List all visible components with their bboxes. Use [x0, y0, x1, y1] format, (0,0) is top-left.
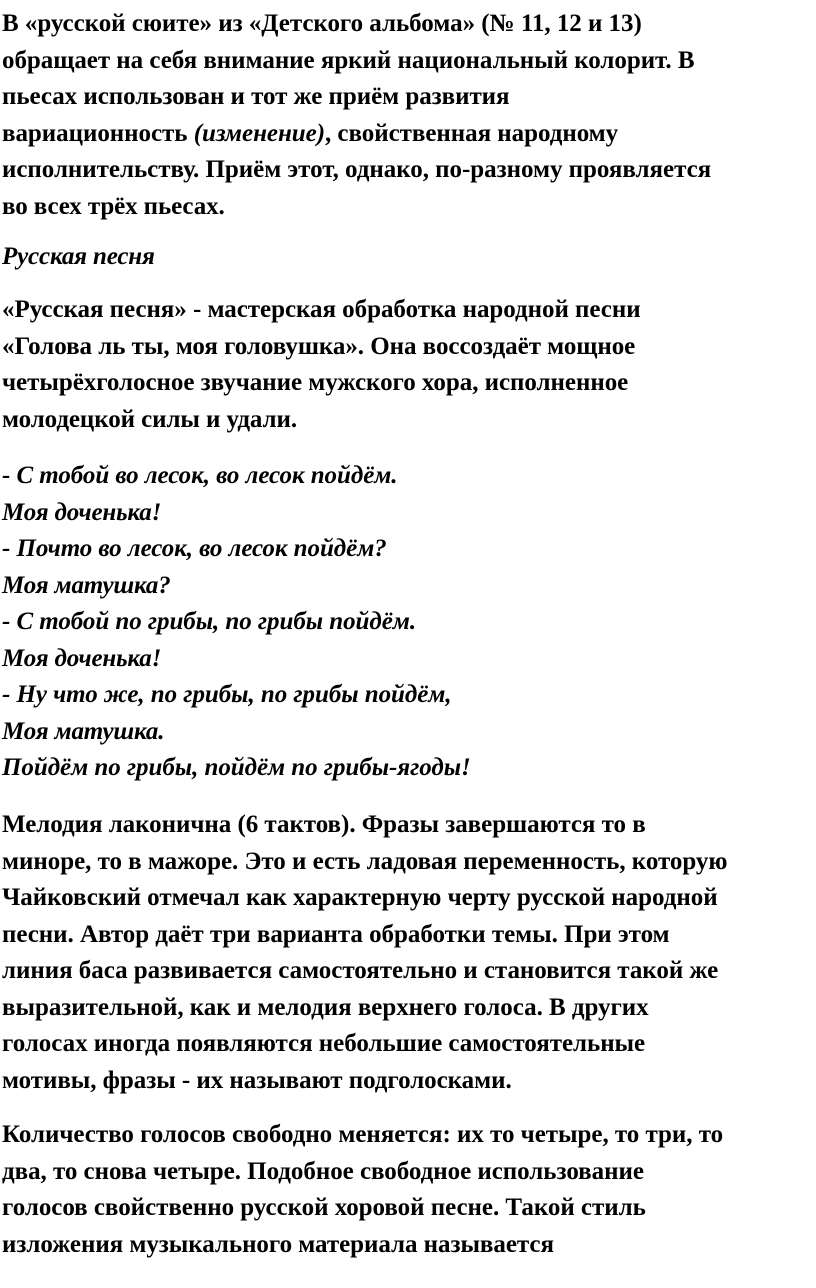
term-continuation: , свойственная народному	[325, 119, 619, 147]
text-line: выразительной, как и мелодия верхнего голоса. В других	[2, 993, 649, 1021]
text-line: миноре, то в мажоре. Это и есть ладовая переменность, которую	[2, 847, 728, 875]
text-line: Количество голосов свободно меняется: их то четыре, то три, то	[2, 1121, 724, 1148]
verse-line: Моя матушка?	[2, 571, 171, 599]
text-line: молодецкой силы и удали.	[2, 405, 297, 433]
verse-line: - С тобой по грибы, по грибы пойдём.	[2, 608, 417, 635]
text-line: Чайковский отмечал как характерную черту русской народной	[2, 884, 718, 911]
text-line: В «русской сюите» из «Детского альбома» (№ 11, 12 и 13)	[2, 10, 642, 37]
intro-paragraph	[2, 6, 814, 225]
text-line: «Голова ль ты, моя головушка». Она воссоздаёт мощное	[2, 332, 636, 360]
text-line	[2, 116, 814, 153]
verse-line: Моя доченька!	[2, 644, 162, 672]
text-line: «Русская песня» - мастерская обработка народной песни	[2, 296, 641, 323]
song-description-paragraph	[2, 292, 814, 438]
verse-line: - С тобой во лесок, во лесок пойдём.	[2, 462, 398, 489]
verse-line: - Почто во лесок, во лесок пойдём?	[2, 535, 387, 562]
text-line: изложения музыкального материала называется	[2, 1230, 554, 1258]
term-gloss: (изменение)	[193, 119, 326, 147]
term-text: вариационность	[2, 119, 194, 147]
text-line: пьесах использован и тот же приём развития	[2, 83, 510, 110]
text-line: во всех трёх пьесах.	[2, 192, 225, 220]
verse-line: Пойдём по грибы, пойдём по грибы-ягоды!	[2, 754, 471, 781]
heading-russian-song: Русская песня	[2, 243, 155, 270]
text-line: линия баса развивается самостоятельно и становится такой же	[2, 957, 719, 984]
text-line: обращает на себя внимание яркий национальный колорит. В	[2, 46, 695, 74]
melody-paragraph	[2, 807, 814, 1099]
section-heading	[2, 239, 814, 276]
text-line: исполнительству. Приём этот, однако, по-разному проявляется	[2, 156, 712, 183]
text-line: мотивы, фразы - их называют подголосками.	[2, 1066, 512, 1094]
verse-line: Моя матушка.	[2, 717, 165, 745]
voices-paragraph	[2, 1117, 814, 1263]
text-line: два, то снова четыре. Подобное свободное использование	[2, 1157, 644, 1185]
text-line: четырёхголосное звучание мужского хора, исполненное	[2, 369, 629, 396]
song-verse	[2, 458, 814, 787]
text-line: голосов свойственно русской хоровой песне. Такой стиль	[2, 1194, 646, 1221]
verse-line: Моя доченька!	[2, 498, 162, 526]
verse-line: - Ну что же, по грибы, по грибы пойдём,	[2, 681, 452, 708]
text-line: голосах иногда появляются небольшие самостоятельные	[2, 1030, 646, 1057]
text-line: песни. Автор даёт три варианта обработки темы. При этом	[2, 920, 670, 948]
text-line: Мелодия лаконична (6 тактов). Фразы завершаются то в	[2, 811, 646, 838]
